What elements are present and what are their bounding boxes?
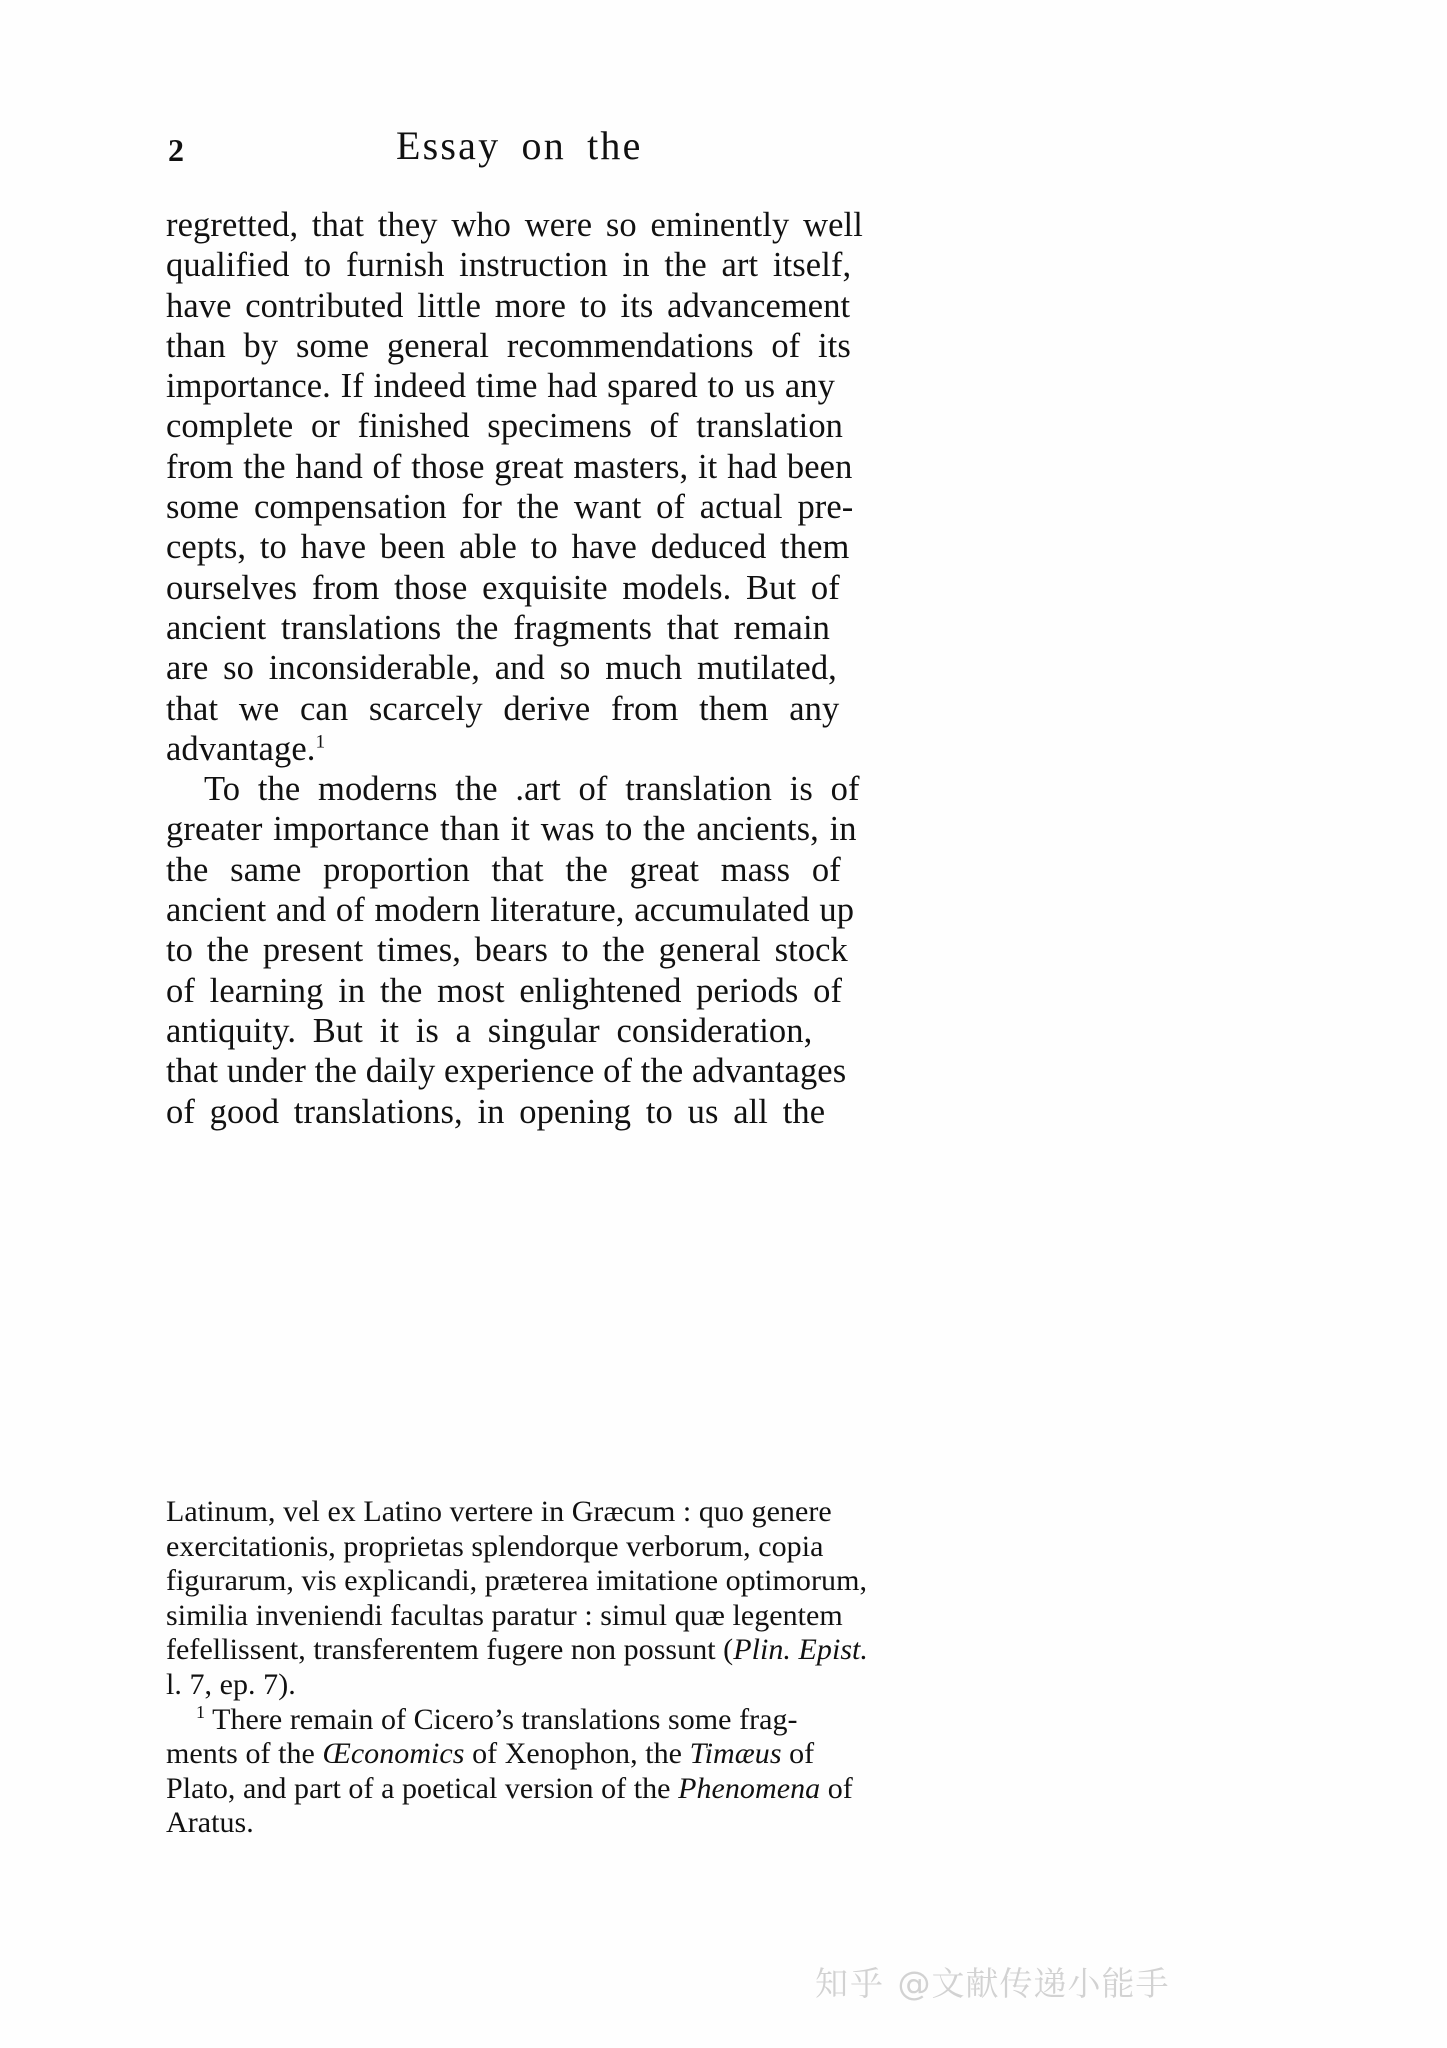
footnote-line [166, 1703, 926, 1738]
watermark [815, 1958, 1170, 2005]
footnote-line: figurarum, vis explicandi, præterea imitatione optimorum, [166, 1564, 868, 1598]
footnote-continuation [166, 1495, 926, 1703]
footnote-text: ments of the [166, 1737, 323, 1771]
text-line: from the hand of those great masters, it had been [166, 447, 853, 486]
text-line: antiquity. But it is a singular consideration, [166, 1011, 813, 1050]
footnote-line: l. 7, ep. 7). [166, 1667, 296, 1701]
footnote-1 [166, 1703, 926, 1841]
text-line: that we can scarcely derive from them any [166, 689, 840, 728]
text-line: cepts, to have been able to have deduced them [166, 528, 850, 567]
footnote-text: Plato, and part of a poetical version of the [166, 1771, 679, 1805]
footnote-line: similia inveniendi facultas paratur : simul quæ legentem [166, 1598, 843, 1632]
running-title: Essay on the [396, 123, 643, 168]
footnote-line: Latinum, vel ex Latino vertere in Græcum : quo genere [166, 1495, 832, 1528]
text-line: that under the daily experience of the advantages [166, 1052, 847, 1091]
footnote-line [166, 1737, 926, 1772]
work-title-phenomena: Phenomena [678, 1771, 821, 1805]
text-line: some compensation for the want of actual pre- [166, 488, 854, 527]
running-head [168, 122, 908, 182]
footnote-reference-1[interactable]: 1 [315, 731, 326, 753]
footnote-marker-1: 1 [196, 1701, 206, 1722]
page-folio-number: 2 [168, 132, 185, 168]
footnote-text: of [781, 1737, 815, 1771]
text-line-last [166, 729, 908, 769]
watermark-site: 知乎 [815, 1964, 885, 2003]
text-line: complete or finished specimens of translation [166, 407, 844, 446]
text-line: are so inconsiderable, and so much mutilated, [166, 649, 837, 688]
text-line: ancient and of modern literature, accumulated up [166, 891, 855, 930]
work-title-oeconomics: Œconomics [322, 1737, 465, 1771]
text-line: ourselves from those exquisite models. But of [166, 568, 840, 607]
text-line: the same proportion that the great mass of [166, 850, 841, 889]
text-line: ancient translations the fragments that remain [166, 608, 831, 647]
text-line: to the present times, bears to the general stock [166, 931, 848, 970]
footnote-line [166, 1633, 926, 1668]
footnote-block [166, 1495, 926, 1841]
text-line: of good translations, in opening to us all the [166, 1092, 826, 1131]
paragraph-1 [166, 205, 908, 769]
text-line: regretted, that they who were so eminently well [166, 206, 863, 244]
text-line: To the moderns the .art of translation is of [204, 770, 860, 809]
text-line: have contributed little more to its advancement [166, 286, 851, 325]
text-line: qualified to furnish instruction in the art itself, [166, 246, 852, 285]
footnote-line: exercitationis, proprietas splendorque verborum, copia [166, 1529, 824, 1563]
work-title-timaeus: Timæus [689, 1737, 782, 1771]
footnote-text: of Xenophon, the [464, 1737, 690, 1771]
text-line-content: advantage. [166, 729, 316, 768]
text-line: than by some general recommendations of its [166, 326, 851, 365]
footnote-text: There remain of Cicero’s translations some frag- [212, 1702, 798, 1736]
footnote-line [166, 1772, 926, 1807]
paragraph-2 [166, 769, 908, 1132]
footnote-citation-title: Plin. Epist. [733, 1633, 868, 1667]
footnote-text: fefellissent, transferentem fugere non possunt ( [166, 1633, 734, 1667]
body-text-column [166, 205, 908, 1132]
footnote-text: of [820, 1771, 853, 1805]
watermark-handle: @文献传递小能手 [897, 1964, 1170, 2003]
text-line: greater importance than it was to the ancients, in [166, 810, 857, 849]
text-line: of learning in the most enlightened periods of [166, 971, 843, 1010]
text-line: importance. If indeed time had spared to us any [166, 367, 835, 406]
footnote-line: Aratus. [166, 1806, 254, 1840]
